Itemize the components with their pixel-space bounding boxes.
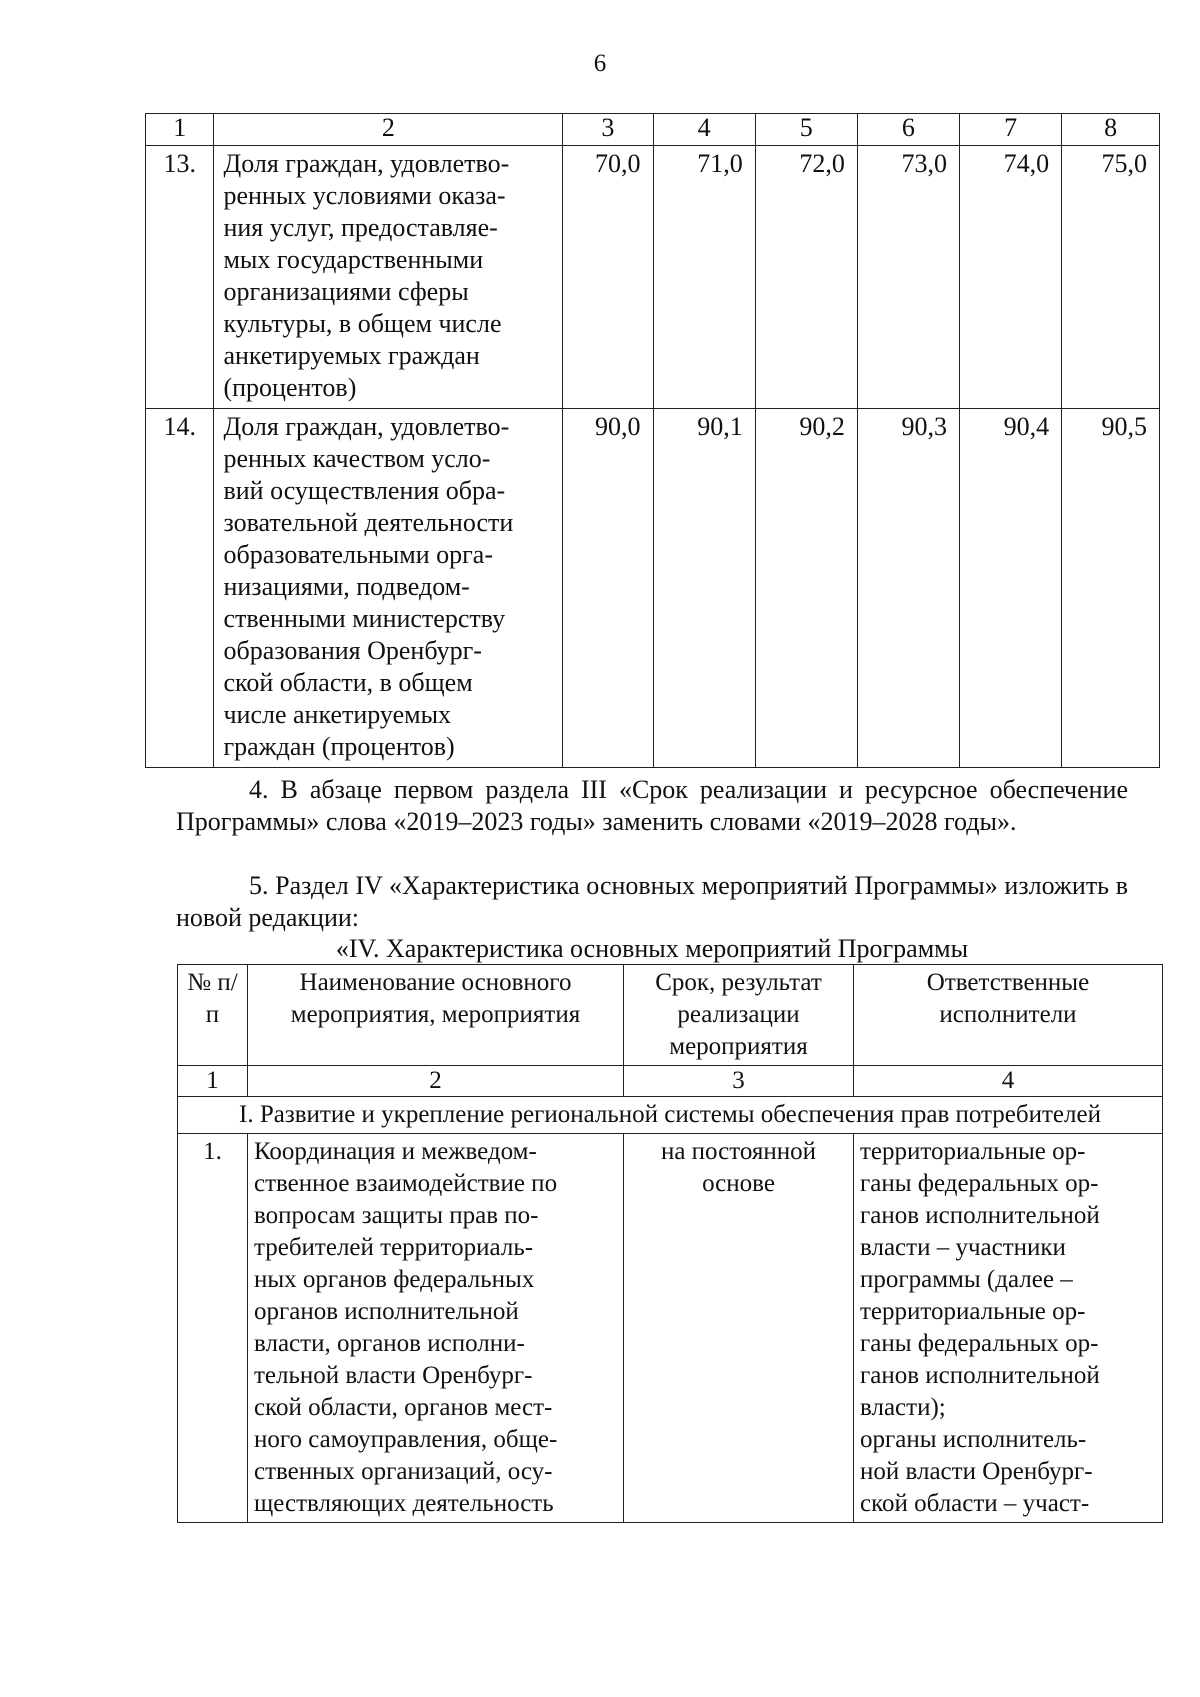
text-line: ской области, в общем <box>223 668 473 697</box>
column-header: Наименование основного мероприятия, мероприятия <box>248 965 624 1066</box>
indicator-name <box>214 146 563 409</box>
text-line: ганов исполнительной <box>860 1362 1100 1389</box>
column-header: Ответственные исполнители <box>854 965 1163 1066</box>
activity-term <box>624 1134 854 1523</box>
paragraph-4 <box>176 774 1128 838</box>
indicator-value: 71,0 <box>653 146 755 409</box>
column-number: 4 <box>854 1066 1163 1097</box>
text-line: анкетируемых граждан <box>223 341 480 370</box>
indicator-value: 90,0 <box>563 409 653 768</box>
table-header-row <box>178 965 1163 1066</box>
text-line: основе <box>702 1170 775 1197</box>
text-line: культуры, в общем числе <box>223 309 502 338</box>
column-header: Срок, результат реализации мероприятия <box>624 965 854 1066</box>
indicator-value: 75,0 <box>1062 146 1160 409</box>
activities-table <box>177 964 1163 1523</box>
column-number: 3 <box>624 1066 854 1097</box>
column-number: 8 <box>1062 114 1160 146</box>
text-line: ганов исполнительной <box>860 1202 1100 1229</box>
text-line: ществляющих деятельность <box>254 1490 554 1517</box>
column-number: 2 <box>214 114 563 146</box>
section-title: «IV. Характеристика основных мероприятий Программы <box>335 934 969 963</box>
text-line: образовательными орга- <box>223 540 494 569</box>
text-line: ской области – участ- <box>860 1490 1090 1517</box>
text-line: территориальные ор- <box>860 1298 1086 1325</box>
text-line: на постоянной <box>660 1138 817 1165</box>
text-line: ганы федеральных ор- <box>860 1170 1099 1197</box>
indicator-value: 90,3 <box>857 409 959 768</box>
text-line: Координация и межведом- <box>254 1138 537 1165</box>
page-number: 6 <box>593 50 607 77</box>
row-number: 13. <box>146 146 214 409</box>
indicator-value: 90,1 <box>653 409 755 768</box>
text-line: ственными министерству <box>223 604 506 633</box>
text-line: ния услуг, предоставляе- <box>223 213 498 242</box>
text-line: (процентов) <box>223 373 357 402</box>
group-title: I. Развитие и укрепление региональной системы обеспечения прав потребителей <box>178 1097 1163 1134</box>
text-line: ного самоуправления, обще- <box>254 1426 558 1453</box>
column-number: 1 <box>178 1066 248 1097</box>
text-line: ренных качеством усло- <box>223 444 491 473</box>
text-line: граждан (процентов) <box>223 732 455 761</box>
text-line: зовательной деятельности <box>223 508 514 537</box>
text-line: органы исполнитель- <box>860 1426 1087 1453</box>
table-row <box>146 409 1160 768</box>
column-number: 2 <box>248 1066 624 1097</box>
text-line: власти, органов исполни- <box>254 1330 525 1357</box>
indicator-value: 74,0 <box>960 146 1062 409</box>
text-line: Доля граждан, удовлетво- <box>223 412 510 441</box>
table-header-row <box>146 114 1160 146</box>
indicator-value: 90,2 <box>755 409 857 768</box>
text-line: организациями сферы <box>223 277 469 306</box>
column-number: 7 <box>960 114 1062 146</box>
text-line: ганы федеральных ор- <box>860 1330 1099 1357</box>
text-line: ственных организаций, осу- <box>254 1458 553 1485</box>
table-row <box>178 1134 1163 1523</box>
column-number: 6 <box>857 114 959 146</box>
indicator-value: 90,4 <box>960 409 1062 768</box>
group-row <box>178 1097 1163 1134</box>
text-line: ной власти Оренбург- <box>860 1458 1093 1485</box>
paragraph-text: 5. Раздел IV «Характеристика основных мероприятий Программы» изложить в новой редакции: <box>176 871 1128 932</box>
text-line: ской области, органов мест- <box>254 1394 553 1421</box>
paragraph-text: 4. В абзаце первом раздела III «Срок реализации и ресурсное обеспечение Программы» слова «2019–2023 годы» заменить словами «2019–2028 годы». <box>176 775 1128 836</box>
text-line: власти – участники <box>860 1234 1066 1261</box>
text-line: власти); <box>860 1394 946 1421</box>
indicator-value: 73,0 <box>857 146 959 409</box>
indicator-value: 72,0 <box>755 146 857 409</box>
text-line: вий осуществления обра- <box>223 476 506 505</box>
text-line: органов исполнительной <box>254 1298 519 1325</box>
text-line: ренных условиями оказа- <box>223 181 506 210</box>
text-line: Доля граждан, удовлетво- <box>223 149 510 178</box>
text-line: тельной власти Оренбург- <box>254 1362 533 1389</box>
row-number: 14. <box>146 409 214 768</box>
indicator-name <box>214 409 563 768</box>
column-number: 5 <box>755 114 857 146</box>
indicators-table <box>145 113 1160 768</box>
text-line: территориальные ор- <box>860 1138 1086 1165</box>
column-number: 3 <box>563 114 653 146</box>
text-line: вопросам защиты прав по- <box>254 1202 539 1229</box>
text-line: ственное взаимодействие по <box>254 1170 558 1197</box>
activity-executors <box>854 1134 1163 1523</box>
text-line: образования Оренбург- <box>223 636 482 665</box>
paragraph-5 <box>176 870 1128 934</box>
text-line: ных органов федеральных <box>254 1266 535 1293</box>
table-row <box>146 146 1160 409</box>
text-line: числе анкетируемых <box>223 700 452 729</box>
column-number-row <box>178 1066 1163 1097</box>
row-number: 1. <box>178 1134 248 1523</box>
text-line: требителей территориаль- <box>254 1234 534 1261</box>
column-number: 1 <box>146 114 214 146</box>
indicator-value: 90,5 <box>1062 409 1160 768</box>
indicator-value: 70,0 <box>563 146 653 409</box>
text-line: мых государственными <box>223 245 484 274</box>
column-header: № п/п <box>178 965 248 1066</box>
text-line: низациями, подведом- <box>223 572 470 601</box>
text-line: программы (далее – <box>860 1266 1073 1293</box>
activity-name <box>248 1134 624 1523</box>
column-number: 4 <box>653 114 755 146</box>
